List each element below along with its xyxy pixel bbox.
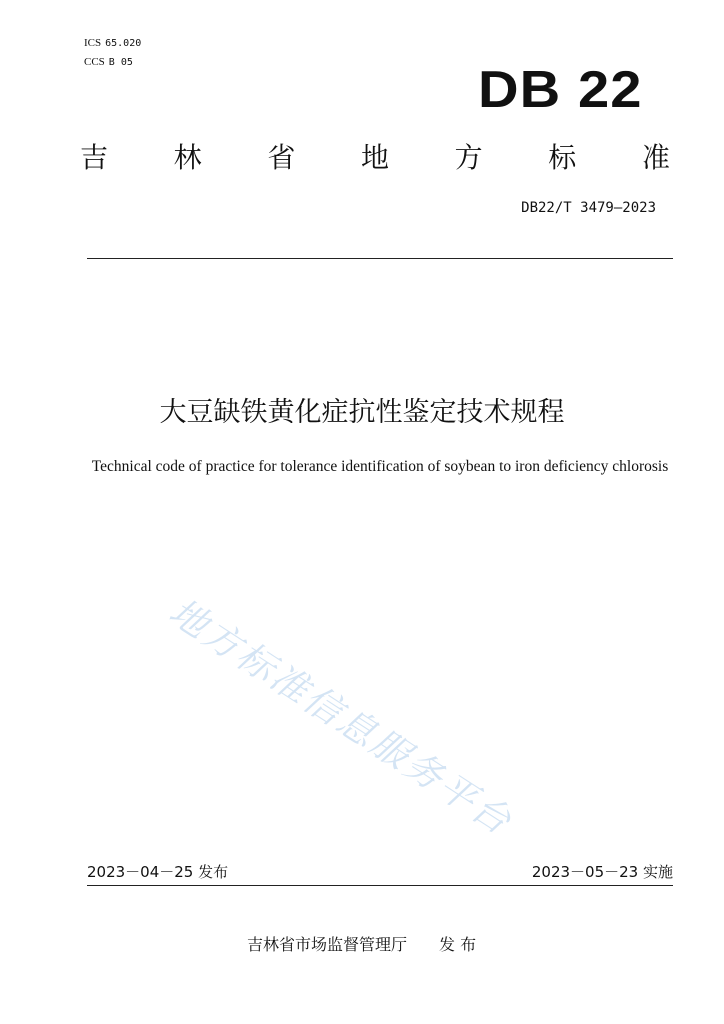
header-divider: [87, 258, 673, 259]
category-char: 吉: [80, 141, 109, 174]
category-char: 林: [173, 141, 202, 174]
ccs-code: B 05: [108, 57, 133, 68]
category-char: 省: [267, 141, 296, 174]
ccs-classification: [84, 55, 133, 70]
ccs-label: CCS: [84, 56, 105, 68]
category-char: 方: [454, 141, 483, 174]
publisher-suffix: 发 布: [439, 935, 477, 954]
ics-label: ICS: [84, 37, 102, 49]
publisher-name: 吉林省市场监督管理厅: [247, 935, 408, 954]
footer-divider: [87, 885, 673, 886]
category-char: 准: [641, 141, 670, 174]
category-char: 标: [548, 141, 577, 174]
english-title: Technical code of practice for tolerance identification of soybean to iron deficiency chlorosis: [91, 458, 669, 475]
chinese-title: 大豆缺铁黄化症抗性鉴定技术规程: [159, 397, 565, 428]
ics-code: 65.020: [105, 38, 142, 49]
publish-date: 2023－04－25 发布: [87, 863, 229, 881]
standard-category: [80, 140, 670, 176]
category-char: 地: [360, 141, 389, 174]
db-logo: DB 22: [478, 61, 643, 119]
watermark: 地方标准信息服务平台: [161, 590, 521, 844]
implement-date: 2023－05－23 实施: [531, 863, 673, 881]
standard-number: DB22/T 3479—2023: [521, 200, 656, 216]
publisher: [247, 934, 476, 956]
ics-classification: [84, 36, 141, 51]
